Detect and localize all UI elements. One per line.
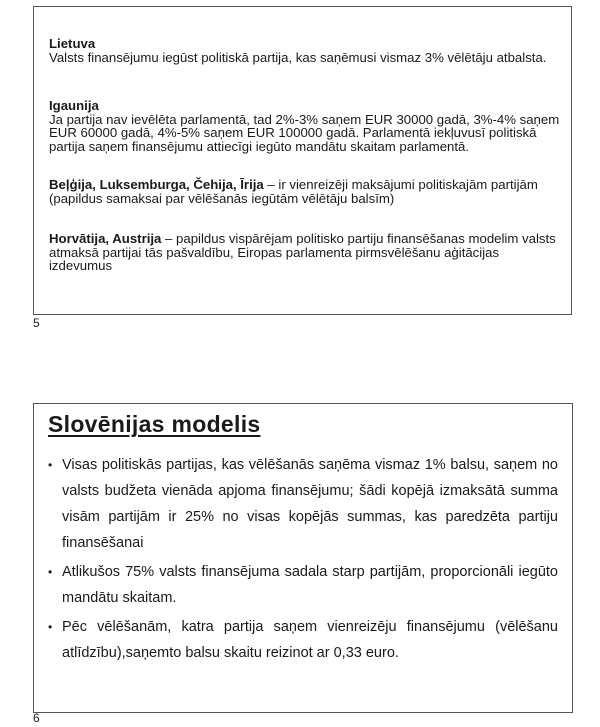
- section-lietuva: [49, 37, 561, 64]
- slide-6: [33, 403, 573, 713]
- slide-title: Slovēnijas modelis: [48, 411, 261, 437]
- bullet-item: • Pēc vēlēšanām, katra partija saņem vienreizēju finansējumu (vēlēšanu atlīdzību),saņemto balsu skaitu reizinot ar 0,33 euro.: [48, 614, 558, 666]
- bullet-list: [48, 452, 558, 669]
- section-text: Valsts finansējumu iegūst politiskā partija, kas saņēmusi vismaz 3% vēlētāju atbalsta.: [49, 49, 547, 65]
- section-text: – ir vienreizēji maksājumi politiskajām partijām (papildus samaksai par vēlēšanās iegūtām vēlētāju balsīm): [49, 177, 538, 206]
- section-belgija: [49, 178, 561, 205]
- section-heading: Horvātija, Austrija: [49, 231, 162, 246]
- section-horvatija: [49, 232, 561, 273]
- section-heading: Beļģija, Luksemburga, Čehija, Īrija: [49, 177, 264, 192]
- section-heading: Igaunija: [49, 98, 99, 113]
- section-text: – papildus vispārējam politisko partiju finansēšanas modelim valsts atmaksā partijai tās pašvaldību, Eiropas parlamenta pirmsvēlēšanu aģitācijas izdevumus: [49, 231, 556, 273]
- page-number: 5: [33, 316, 40, 330]
- page-number: 6: [33, 711, 40, 725]
- slide-5: [33, 6, 572, 315]
- bullet-item: • Visas politiskās partijas, kas vēlēšanās saņēma vismaz 1% balsu, saņem no valsts budžeta vienāda apjoma finansējumu; šādi kopējā izmaksātā summa visām partijām ir 25% no visas kopējās summas, kas paredzēta partiju finansēšanai: [48, 452, 558, 556]
- bullet-item: • Atlikušos 75% valsts finansējuma sadala starp partijām, proporcionāli iegūto mandātu skaitam.: [48, 559, 558, 611]
- section-text: Ja partija nav ievēlēta parlamentā, tad 2%-3% saņem EUR 30000 gadā, 3%-4% saņem EUR 60000 gadā, 4%-5% saņem EUR 100000 gadā. Parlamentā iekļuvusī politiskā partija saņem finansējumu attiecīgi iegūto mandātu skaitam parlamentā.: [49, 111, 560, 154]
- section-heading: Lietuva: [49, 36, 96, 51]
- section-igaunija: [49, 99, 561, 153]
